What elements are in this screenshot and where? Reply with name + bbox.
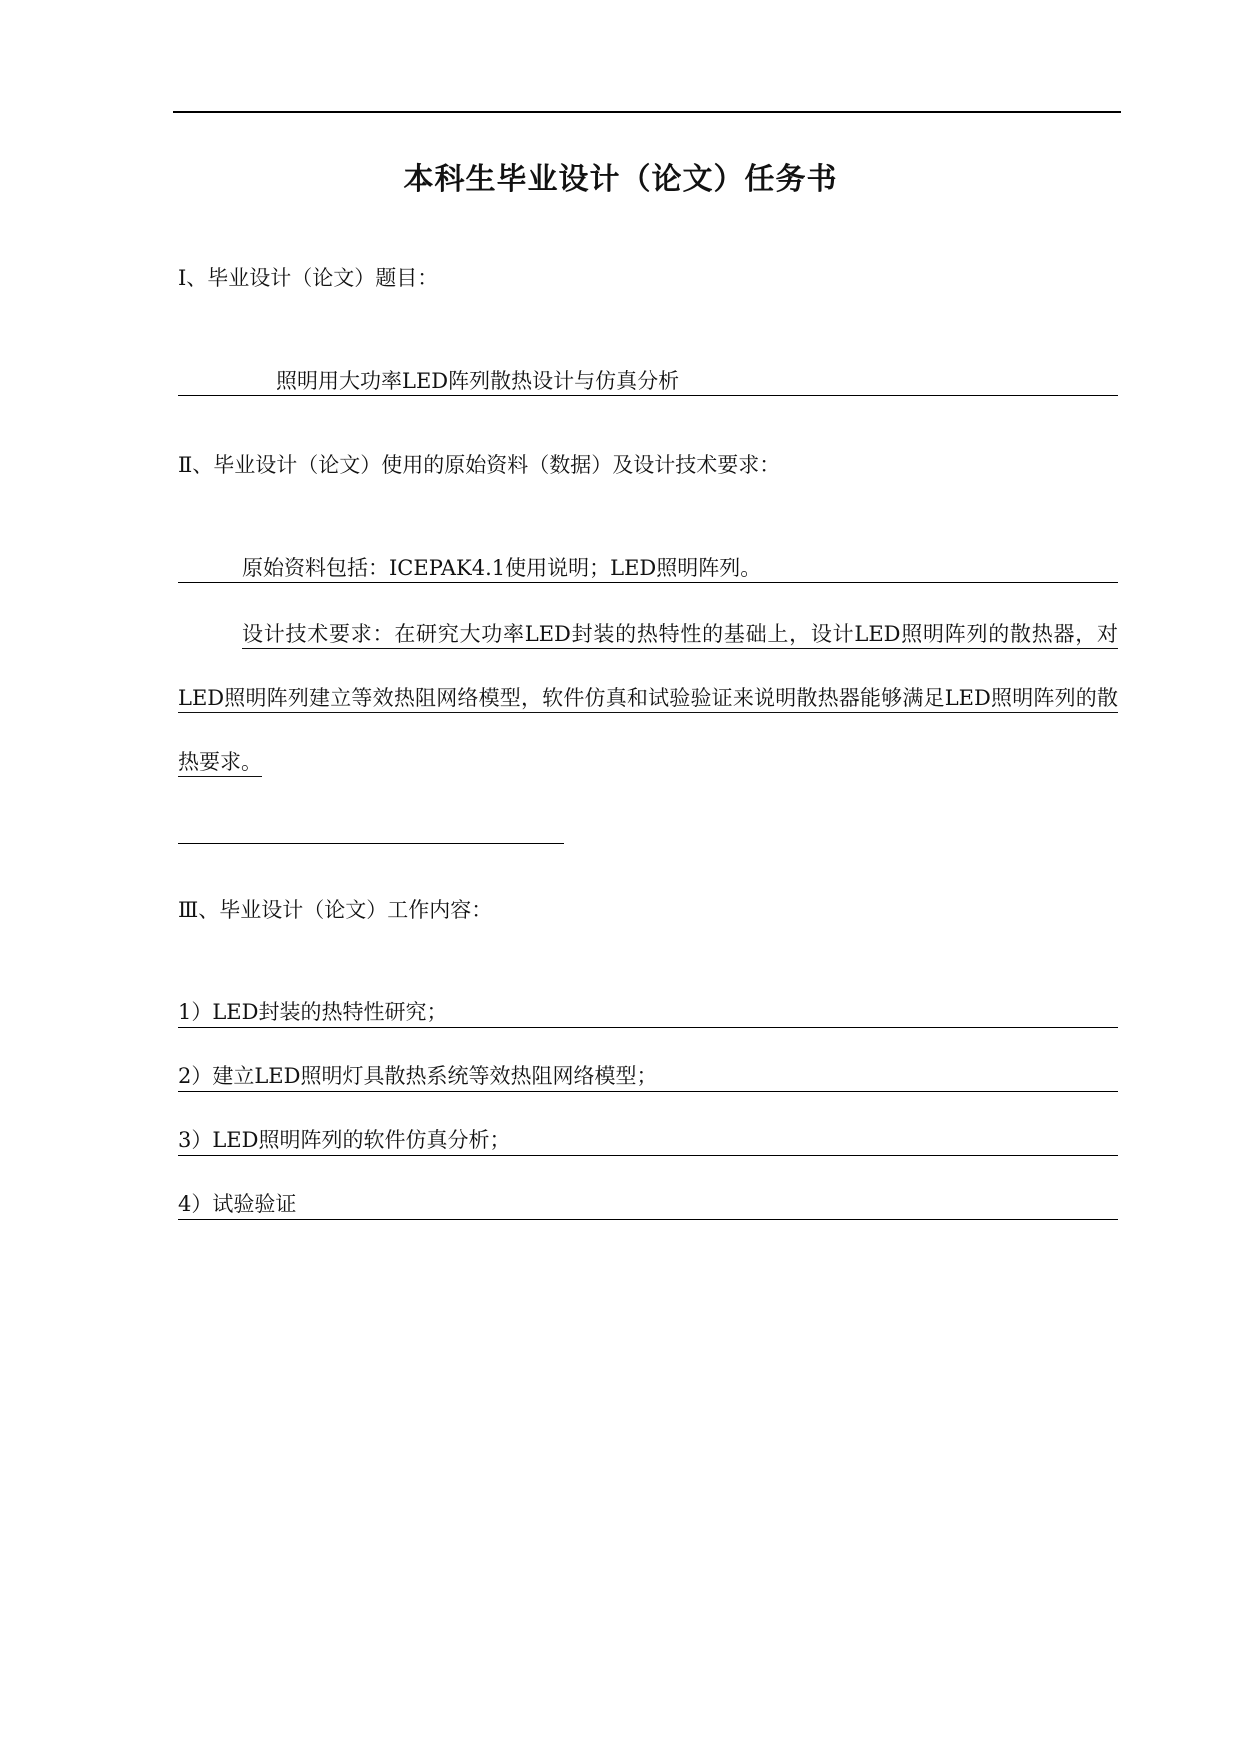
work-item-4: 4）试验验证 — [178, 1189, 1118, 1220]
section-2-heading: Ⅱ、毕业设计（论文）使用的原始资料（数据）及设计技术要求： — [178, 453, 781, 477]
document-title: 本科生毕业设计（论文）任务书 — [403, 162, 838, 197]
design-requirements — [178, 602, 1118, 794]
thesis-topic: 照明用大功率LED阵列散热设计与仿真分析 — [178, 366, 1118, 396]
work-item-2: 2）建立LED照明灯具散热系统等效热阻网络模型； — [178, 1061, 1118, 1092]
section-3-heading: Ⅲ、毕业设计（论文）工作内容： — [178, 898, 493, 922]
original-materials: 原始资料包括：ICEPAK4.1使用说明；LED照明阵列。 — [178, 553, 1118, 583]
work-item-1: 1）LED封装的热特性研究； — [178, 997, 1118, 1028]
section-1-heading: Ⅰ、毕业设计（论文）题目： — [178, 266, 439, 290]
header-rule — [173, 111, 1121, 113]
design-requirements-text: 设计技术要求：在研究大功率LED封装的热特性的基础上，设计LED照明阵列的散热器，对LED照明阵列建立等效热阻网络模型，软件仿真和试验验证来说明散热器能够满足LED照明阵列的散热要求。 — [178, 622, 1118, 774]
blank-fill-line — [178, 843, 564, 844]
work-item-3: 3）LED照明阵列的软件仿真分析； — [178, 1125, 1118, 1156]
